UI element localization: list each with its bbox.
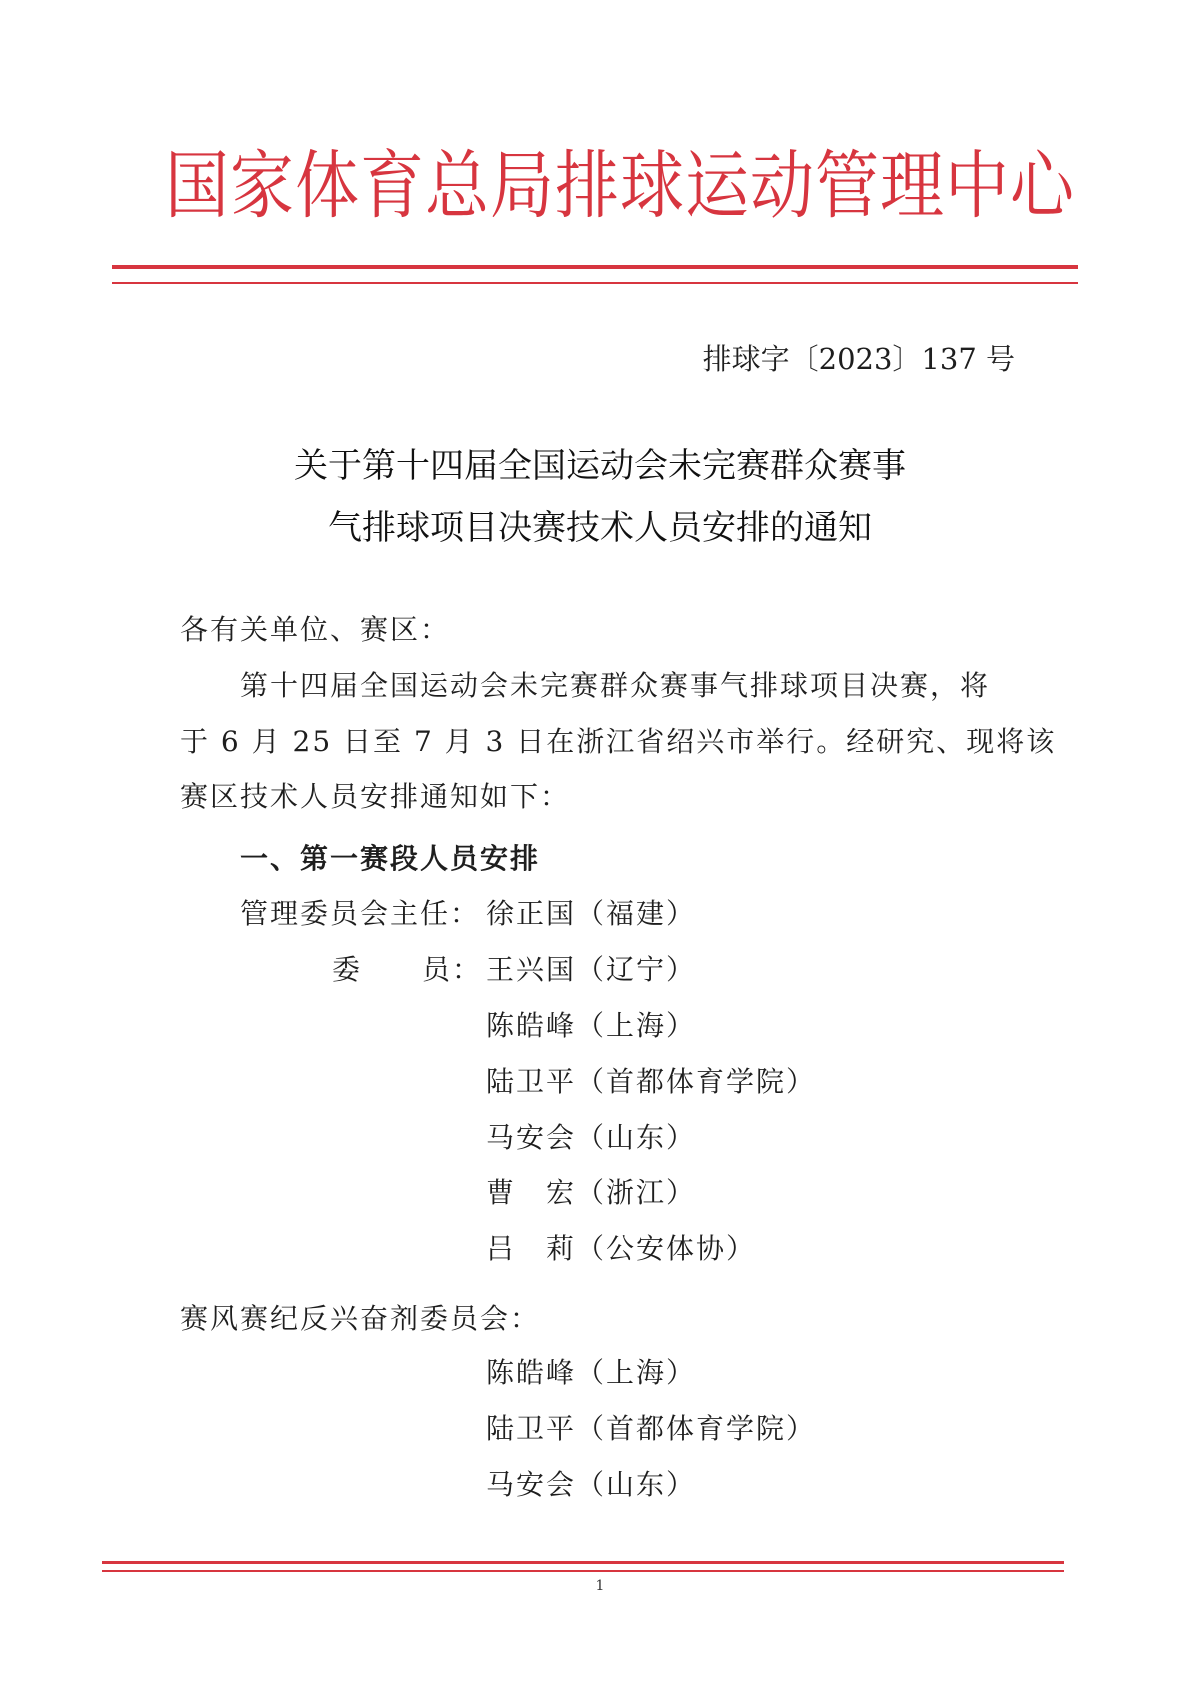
page-number: 1: [595, 1578, 605, 1594]
paragraph-line: 赛区技术人员安排通知如下：: [180, 780, 571, 813]
member-item: 王兴国（辽宁）: [486, 953, 697, 986]
document-number: 排球字〔2023〕137 号: [702, 342, 1015, 376]
member-item: 陆卫平（首都体育学院）: [486, 1065, 817, 1098]
ethics-committee-label: 赛风赛纪反兴奋剂委员会：: [180, 1302, 541, 1335]
letterhead-title: 国家体育总局排球运动管理中心: [165, 144, 1075, 230]
members-label: 委 员：: [332, 953, 483, 986]
member-item: 吕 莉（公安体协）: [486, 1232, 757, 1265]
member-item: 陈皓峰（上海）: [486, 1009, 697, 1042]
letterhead-rule-thick: [112, 265, 1078, 269]
letterhead-rule-thin: [112, 282, 1078, 284]
member-item: 马安会（山东）: [486, 1121, 697, 1154]
ethics-member-item: 马安会（山东）: [486, 1468, 697, 1501]
director-label: 管理委员会主任：: [240, 897, 481, 930]
footer-rule-thick: [102, 1561, 1064, 1564]
salutation: 各有关单位、赛区：: [180, 613, 451, 646]
paragraph-line: 第十四届全国运动会未完赛群众赛事气排球项目决赛，将: [240, 669, 991, 702]
document-title-line-1: 关于第十四届全国运动会未完赛群众赛事: [294, 446, 906, 486]
member-item: 曹 宏（浙江）: [486, 1176, 697, 1209]
ethics-member-item: 陈皓峰（上海）: [486, 1356, 697, 1389]
ethics-member-item: 陆卫平（首都体育学院）: [486, 1412, 817, 1445]
paragraph-line: 于 6 月 25 日至 7 月 3 日在浙江省绍兴市举行。经研究、现将该: [180, 725, 1057, 758]
document-title-line-2: 气排球项目决赛技术人员安排的通知: [328, 508, 872, 548]
director-name: 徐正国（福建）: [486, 897, 697, 930]
footer-rule-thin: [102, 1570, 1064, 1572]
section-heading: 一、第一赛段人员安排: [240, 842, 541, 875]
